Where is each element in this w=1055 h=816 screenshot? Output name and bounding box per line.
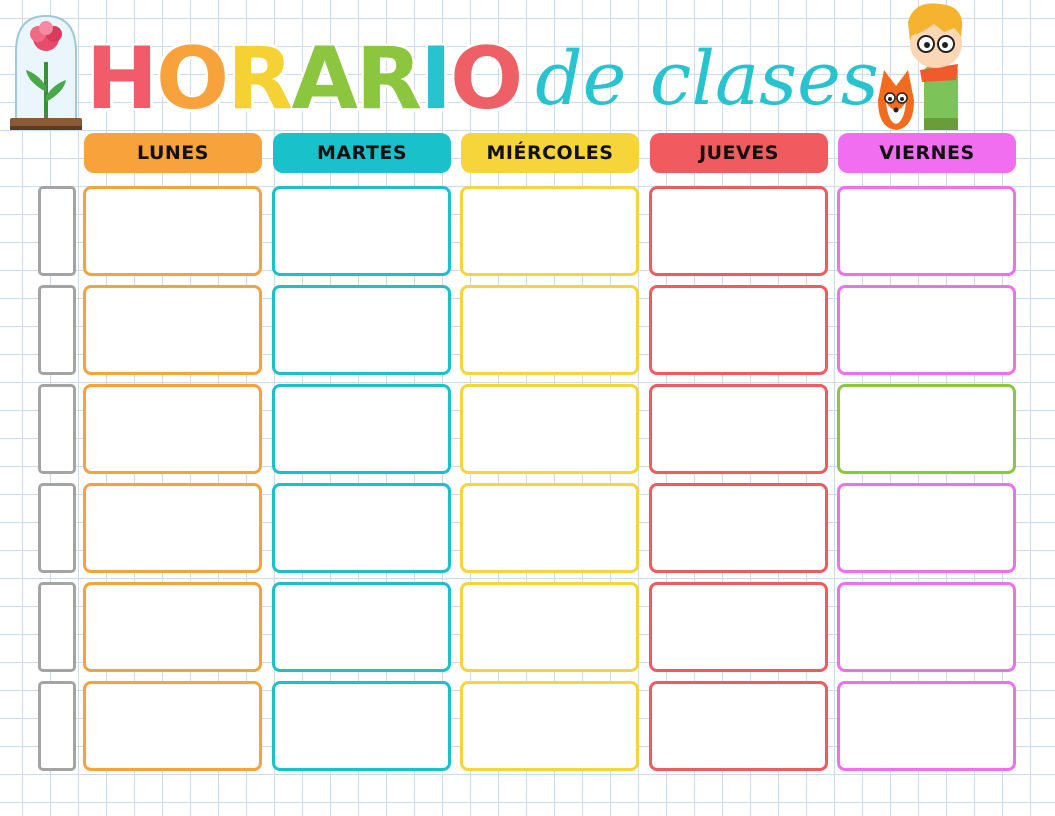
time-slot-cell[interactable] xyxy=(38,582,76,672)
schedule-cell-miércoles[interactable] xyxy=(460,384,639,474)
title-letter: O xyxy=(450,29,522,129)
schedule-cell-viernes[interactable] xyxy=(837,285,1016,375)
schedule-cell-martes[interactable] xyxy=(272,483,451,573)
prince-fox-illustration xyxy=(874,2,970,134)
schedule-cell-miércoles[interactable] xyxy=(460,186,639,276)
schedule-cell-jueves[interactable] xyxy=(649,186,828,276)
time-slot-cell[interactable] xyxy=(38,681,76,771)
title-letter: I xyxy=(420,29,451,129)
schedule-cell-lunes[interactable] xyxy=(83,681,262,771)
schedule-cell-miércoles[interactable] xyxy=(460,582,639,672)
day-header-viernes: VIERNES xyxy=(838,133,1016,173)
schedule-cell-miércoles[interactable] xyxy=(460,285,639,375)
schedule-cell-jueves[interactable] xyxy=(649,285,828,375)
time-slot-cell[interactable] xyxy=(38,186,76,276)
schedule-cell-viernes[interactable] xyxy=(837,681,1016,771)
day-header-martes: MARTES xyxy=(273,133,451,173)
schedule-cell-lunes[interactable] xyxy=(83,186,262,276)
schedule-cell-miércoles[interactable] xyxy=(460,681,639,771)
schedule-cell-viernes[interactable] xyxy=(837,384,1016,474)
schedule-cell-jueves[interactable] xyxy=(649,483,828,573)
time-slot-cell[interactable] xyxy=(38,285,76,375)
rose-dome-illustration xyxy=(8,12,84,132)
page-title xyxy=(86,22,879,129)
schedule-cell-viernes[interactable] xyxy=(837,582,1016,672)
title-letter: O xyxy=(155,29,228,129)
schedule-cell-viernes[interactable] xyxy=(837,186,1016,276)
schedule-cell-viernes[interactable] xyxy=(837,483,1016,573)
title-letter: R xyxy=(227,29,292,129)
title-horario xyxy=(86,29,522,129)
schedule-cell-martes[interactable] xyxy=(272,285,451,375)
schedule-cell-miércoles[interactable] xyxy=(460,483,639,573)
title-subtitle: de clases xyxy=(535,36,879,122)
schedule-cell-jueves[interactable] xyxy=(649,384,828,474)
title-letter: A xyxy=(291,29,356,129)
schedule-cell-lunes[interactable] xyxy=(83,384,262,474)
day-header-miércoles: MIÉRCOLES xyxy=(461,133,639,173)
time-slot-cell[interactable] xyxy=(38,384,76,474)
schedule-cell-lunes[interactable] xyxy=(83,285,262,375)
schedule-cell-lunes[interactable] xyxy=(83,483,262,573)
schedule-cell-martes[interactable] xyxy=(272,384,451,474)
schedule-cell-jueves[interactable] xyxy=(649,582,828,672)
schedule-cell-lunes[interactable] xyxy=(83,582,262,672)
title-letter: H xyxy=(86,29,156,129)
time-slot-cell[interactable] xyxy=(38,483,76,573)
schedule-cell-martes[interactable] xyxy=(272,582,451,672)
schedule-cell-martes[interactable] xyxy=(272,186,451,276)
day-header-jueves: JUEVES xyxy=(650,133,828,173)
schedule-cell-martes[interactable] xyxy=(272,681,451,771)
title-letter: R xyxy=(355,29,421,129)
schedule-cell-jueves[interactable] xyxy=(649,681,828,771)
day-header-lunes: LUNES xyxy=(84,133,262,173)
